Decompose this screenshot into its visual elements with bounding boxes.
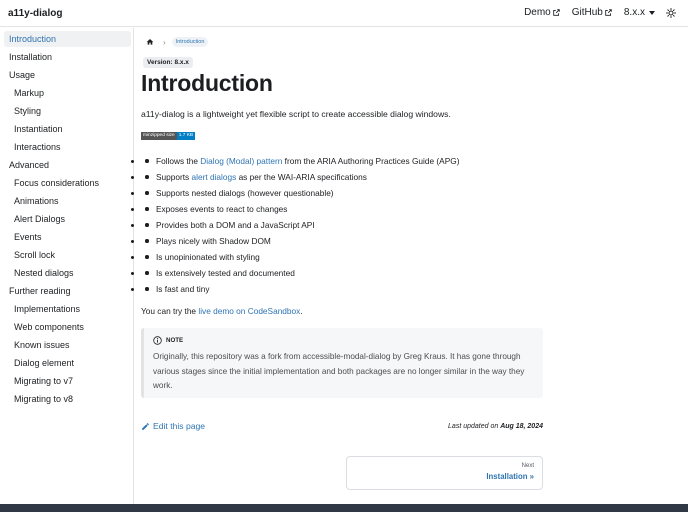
version-dropdown-label: 8.x.x xyxy=(623,7,645,18)
sidebar-item-known-issues[interactable]: Known issues xyxy=(14,340,70,350)
size-badge[interactable] xyxy=(141,132,195,140)
sidebar-item-animations[interactable]: Animations xyxy=(14,196,59,206)
list-item: • Plays nicely with Shadow DOM xyxy=(143,233,543,249)
list-item-text: as per the WAI-ARIA specifications xyxy=(236,172,367,182)
nav-link-github-label: GitHub xyxy=(571,7,603,18)
sidebar-item-focus-considerations[interactable]: Focus considerations xyxy=(14,178,100,188)
nav-link-demo-label: Demo xyxy=(524,7,551,18)
live-demo-link[interactable]: live demo on CodeSandbox xyxy=(198,306,301,316)
try-demo-text: You can try the xyxy=(141,306,199,316)
sidebar-item-styling[interactable]: Styling xyxy=(14,106,42,116)
nav-link-github[interactable] xyxy=(572,7,612,18)
version-badge: Version: 8.x.x xyxy=(143,57,193,68)
sidebar-item-migrating-to-v7[interactable]: Migrating to v7 xyxy=(14,376,74,386)
list-item-text: Follows the xyxy=(156,156,201,166)
sidebar-item-alert-dialogs[interactable]: Alert Dialogs xyxy=(14,214,66,224)
sidebar-item-web-components[interactable]: Web components xyxy=(14,322,84,332)
list-item: • Supports nested dialogs (however questionable) xyxy=(143,185,543,201)
pagination-next-sublabel: Next xyxy=(521,463,534,469)
edit-page-label: Edit this page xyxy=(153,421,206,431)
list-item: • Exposes events to react to changes xyxy=(143,201,543,217)
size-badge-label: minzipped size xyxy=(143,133,175,138)
sidebar xyxy=(0,28,134,504)
brand-link[interactable]: a11y-dialog xyxy=(8,8,63,19)
list-item: • Is fast and tiny xyxy=(143,281,543,297)
version-dropdown[interactable] xyxy=(624,7,655,18)
note-body: Originally, this repository was a fork from accessible-modal-dialog by Greg Kraus. It has gone through various stages since the initial implementation and both packages are no longer similar in the way they work. xyxy=(153,352,525,390)
feature-list xyxy=(143,153,543,297)
navbar-right xyxy=(512,7,676,18)
list-item: • Provides both a DOM and a JavaScript API xyxy=(143,217,543,233)
list-item: • Is extensively tested and documented xyxy=(143,265,543,281)
sidebar-category-advanced[interactable]: Advanced xyxy=(9,160,50,170)
pencil-icon xyxy=(141,422,150,431)
try-demo-paragraph xyxy=(141,306,303,316)
breadcrumb xyxy=(145,36,208,48)
navbar xyxy=(0,0,688,27)
intro-paragraph: a11y-dialog is a lightweight yet flexible script to create accessible dialog windows. xyxy=(141,109,451,119)
note-heading xyxy=(153,336,535,345)
edit-page-link[interactable] xyxy=(141,421,205,431)
sidebar-category-further-reading[interactable]: Further reading xyxy=(9,286,71,296)
last-updated-prefix: Last updated on xyxy=(448,423,501,430)
theme-toggle-button[interactable] xyxy=(666,8,676,18)
sidebar-item-markup[interactable]: Markup xyxy=(14,88,45,98)
size-badge-value: 1.7 KB xyxy=(178,133,194,138)
try-demo-text: . xyxy=(300,306,303,316)
nav-link-demo[interactable] xyxy=(524,7,560,18)
breadcrumb-current: Introduction xyxy=(172,37,209,47)
list-item-text: from the ARIA Authoring Practices Guide (APG) xyxy=(282,156,460,166)
note-admonition xyxy=(141,328,543,398)
external-link-icon xyxy=(605,9,612,16)
list-item: • Is unopinionated with styling xyxy=(143,249,543,265)
sun-icon xyxy=(666,8,676,18)
chevron-down-icon xyxy=(649,11,655,15)
breadcrumb-home[interactable] xyxy=(145,37,155,47)
list-item-text: Supports xyxy=(156,172,192,182)
sidebar-item-instantiation[interactable]: Instantiation xyxy=(14,124,63,134)
link-dialog-modal-pattern[interactable]: Dialog (Modal) pattern xyxy=(200,156,283,166)
pagination-next-label: Installation » xyxy=(486,472,534,481)
home-icon xyxy=(146,38,154,46)
sidebar-item-installation[interactable]: Installation xyxy=(9,52,53,62)
chevron-right-icon: › xyxy=(163,37,166,47)
info-icon xyxy=(153,336,162,345)
external-link-icon xyxy=(553,9,560,16)
sidebar-item-nested-dialogs[interactable]: Nested dialogs xyxy=(14,268,74,278)
note-label: NOTE xyxy=(166,337,184,344)
sidebar-item-dialog-element[interactable]: Dialog element xyxy=(14,358,75,368)
sidebar-item-migrating-to-v8[interactable]: Migrating to v8 xyxy=(14,394,74,404)
sidebar-item-events[interactable]: Events xyxy=(14,232,42,242)
sidebar-item-scroll-lock[interactable]: Scroll lock xyxy=(14,250,56,260)
list-item xyxy=(143,169,543,185)
last-updated xyxy=(448,423,543,430)
last-updated-date: Aug 18, 2024 xyxy=(500,423,543,430)
sidebar-category-usage[interactable]: Usage xyxy=(9,70,36,80)
sidebar-item-interactions[interactable]: Interactions xyxy=(14,142,61,152)
sidebar-item-implementations[interactable]: Implementations xyxy=(14,304,81,314)
pagination-next[interactable] xyxy=(346,456,543,490)
page-title: Introduction xyxy=(141,70,273,96)
list-item xyxy=(143,153,543,169)
sidebar-item-introduction[interactable]: Introduction xyxy=(4,31,131,47)
link-alert-dialogs[interactable]: alert dialogs xyxy=(191,172,237,182)
footer xyxy=(0,504,688,512)
